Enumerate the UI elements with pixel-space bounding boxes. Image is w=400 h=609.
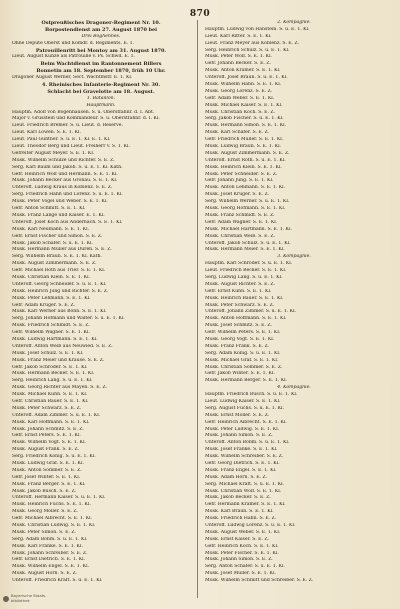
text-line: Lieut. Theodor Berg und Lieut. Freiherr v. S. 1. Kl. bbox=[12, 144, 130, 150]
text-line: Musk. Jakob Busch. S. E. Z. bbox=[12, 488, 77, 494]
text-line: Gefr. Ernst Peters. S. E. 1. Kl. bbox=[12, 433, 81, 439]
text-line: Gefr. Hermann Krämer. S. E. 1. Kl. bbox=[205, 502, 286, 508]
text-line: Musk. Friedrich Hahn. S. E. Z. bbox=[205, 516, 277, 522]
text-line: Musk. Anton Sommer. S. E. Z. bbox=[12, 467, 82, 473]
text-line: Unteroff. Ludwig Kraus in Koblenz. S. E. Z. bbox=[12, 185, 113, 191]
text-line: Musk. Heinrich Bauer. S. E. 1. Kl. bbox=[205, 295, 284, 301]
text-line: Musk. Wilhelm Vogt. S. E. 1. Kl. bbox=[12, 440, 87, 446]
text-line: Musk. Ludwig Hartmann. S. E. 1. Kl. bbox=[12, 336, 98, 342]
text-line: Musk. Wilhelm Engel. S. E. 1. Kl. bbox=[12, 564, 90, 570]
text-line: Musk. Friedrich Schmidt. S. E. Z. bbox=[12, 323, 90, 329]
section-heading: Ostpreußisches Dragoner-Regiment Nr. 10. bbox=[41, 20, 161, 26]
text-line: Musk. August Richter. S. E. Z. bbox=[205, 281, 275, 287]
text-line: Gefr. Adam Wagner. S. E. 1. Kl. bbox=[205, 219, 278, 225]
section-heading: Bonnetin am 18. September 1870, früh 10 Uhr. bbox=[36, 68, 166, 75]
text-line: Serg. Anton Schäfer. S. u. E. 1. Kl. bbox=[205, 564, 285, 570]
text-line: Musk. Franz Meier und Krause. S. E. Z. bbox=[12, 357, 105, 363]
subsection-heading: Drei Boghennes. bbox=[81, 33, 121, 39]
text-line: Musk. Ludwig Braun. S. E. 1. Kl. bbox=[205, 144, 282, 150]
text-line: Major v. Grüsstein und Kommandeur. S. u. Oberstfähnr. d. I. Kl. bbox=[12, 116, 160, 122]
text-line: Serg. Michael Kraft. S. u. E. 1. Kl. bbox=[205, 481, 285, 487]
text-line: Gefr. Ernst Fischer und Simon. S. E. Z. bbox=[12, 233, 103, 239]
text-line: Unteroff. Adam Zimmer. S. u. E. 1. Kl. bbox=[12, 412, 101, 418]
text-line: Musk. Johann Simon. S. E. Z. bbox=[205, 433, 273, 439]
section-heading: 4. Rheinisches Infanterie-Regiment Nr. 30. bbox=[41, 82, 161, 89]
text-line: Musk. August Horn. S. E. Z. bbox=[12, 571, 78, 577]
text-line: Musk. Johann Schreiber. S. E. Z. bbox=[12, 550, 88, 556]
column-divider bbox=[197, 20, 198, 598]
text-line: Musk. Michael Hartmann. S. E. 1. Kl. bbox=[205, 226, 292, 232]
text-line: Musk. Karl Neumann. S. E. 1. Kl. bbox=[12, 226, 90, 232]
text-line: Musk. Anton Krämer. S. E. 1. Kl. bbox=[205, 68, 281, 74]
text-line: Musk. Peter Fischer. S. E. 1. Kl. bbox=[205, 550, 279, 556]
text-line: Musk. Peter Lehmann. S. E. 1. Kl. bbox=[12, 295, 91, 301]
text-line: Musk. August Frank. S. E. Z. bbox=[12, 447, 80, 453]
text-line: Serg. Ludwig Lang. S. u. E. 1. Kl. bbox=[205, 274, 283, 280]
text-line: Lieut. Karl Ritter. S. E. 1. Kl. bbox=[205, 33, 272, 39]
text-line: Unteroff. Johann Zimmer. S. u. E. 1. Kl. bbox=[205, 309, 297, 315]
text-line: Musk. Heinrich Klein. S. E. 1. Kl. bbox=[205, 164, 282, 170]
text-line: Musk. Georg Vogt. S. E. 1. Kl. bbox=[205, 336, 275, 342]
watermark-line-1: Bayerische Staats- bbox=[11, 593, 47, 598]
text-line: Lieut. Friedrich Becker. S. E. 1. Kl. bbox=[205, 268, 287, 274]
text-line: Serg. Wilhelm Werner. S. u. E. 1. Kl. bbox=[205, 199, 290, 205]
text-line: Musk. Hermann Becker. S. E. 1. Kl. bbox=[12, 371, 95, 377]
text-line: Musk. Wilhelm Hahn. S. E. 1. Kl. bbox=[205, 82, 282, 88]
watermark-line-2: bibliothek bbox=[11, 597, 30, 603]
text-line: Serg. Heinrich Lang. S. u. E. 1. Kl. bbox=[12, 378, 93, 384]
text-line: Hauptm. Friedrich Busch. S. u. E. 1. Kl. bbox=[205, 392, 298, 398]
text-line: Gefr. Adam Weber. S. E. 1. Kl. bbox=[205, 95, 275, 101]
text-line: Lieut. Ludwig Kaiser. S. E. 1. Kl. bbox=[205, 398, 281, 404]
text-line: Musk. Wilhelm Schmitt und Schreiber. S. E. Z. bbox=[205, 578, 314, 584]
text-line: Musk. Michael Kühn. S. E. 1. Kl. bbox=[12, 392, 88, 398]
text-line: Musk. Josef Schulz. S. E. 1. Kl. bbox=[12, 350, 84, 356]
text-line: Musk. Ernst Kaiser. S. E. Z. bbox=[205, 536, 269, 542]
text-line: Serg. August Fuchs. S. u. E. 1. Kl. bbox=[205, 405, 284, 411]
text-line: Gefr. Jakob Winter. S. E. 1. Kl. bbox=[205, 371, 275, 377]
text-line: Unteroff. Ernst Roth. S. u. E. 1. Kl. bbox=[205, 157, 286, 163]
text-line: Gefr. Ernst Kühn. S. E. 1. Kl. bbox=[205, 288, 272, 294]
text-line: Musk. Karl Schäfer. S. E. Z. bbox=[205, 130, 270, 136]
text-line: Musk. Christian Ludwig. S. E. 1. Kl. bbox=[12, 523, 96, 529]
text-line: Musk. Franz Schmidt. S. E. Z. bbox=[205, 212, 275, 218]
text-line: Dragoner August Werner, Sect. Wachtmstr. E. 1. Kl. bbox=[12, 75, 133, 81]
text-line: Musk. Peter Schwarz. S. E. Z. bbox=[205, 302, 275, 308]
text-line: Gefreiter August Meyer. S. E. 1. Kl. bbox=[12, 150, 95, 156]
text-line: Gefr. Anton Schmitt. S. E. 1. Kl. bbox=[12, 206, 86, 212]
subsection-heading: 3. Kompagnie. bbox=[277, 254, 311, 260]
text-line: Musk. Anton Hoffmann. S. E. 1. Kl. bbox=[205, 316, 287, 322]
text-line: Gefr. Johann Becker. S. E. Z. bbox=[205, 61, 271, 67]
text-line: Gefr. Josef Winter. S. E. 1. Kl. bbox=[12, 474, 81, 480]
text-line: Unteroff. Jakob Schulz. S. u. E. 1. Kl. bbox=[205, 240, 291, 246]
text-line: Musk. Peter Schneider. S. E. Z. bbox=[205, 171, 278, 177]
section-heading: Schlacht bei Gravelotte am 18. August. bbox=[47, 88, 155, 95]
text-line: Musk. Georg Lorenz. S. E. Z. bbox=[205, 88, 273, 94]
text-line: Hauptm. Ludwig von Hanstein. S. u. E. 1. Kl. bbox=[205, 26, 310, 32]
text-line: Musk. Heinrich Fuchs. S. E. 1. Kl. bbox=[12, 502, 91, 508]
text-line: Unteroff. Anton Böhm. S. u. E. 1. Kl. bbox=[205, 440, 290, 446]
text-line: Gefr. Adam Krüger. S. E. Z. bbox=[12, 302, 76, 308]
text-line: Musk. Georg Richter aus Mayen. S. E. Z. bbox=[12, 385, 108, 391]
text-line: Musk. Ludwig Graf. S. E. 1. Kl. bbox=[12, 461, 84, 466]
text-line: Serg. Friedrich König. S. u. E. 1. Kl. bbox=[12, 454, 96, 460]
text-line: Musk. Michael Kaiser. S. E. 1. Kl. bbox=[205, 102, 283, 108]
text-line: Unteroff. Josef Koch aus Andernach. S. E. 1. Kl. bbox=[12, 219, 123, 225]
text-line: Musk. Franz Berger. S. E. 1. Kl. bbox=[12, 481, 86, 487]
text-line: Musk. Franz Engel. S. E. 1. Kl. bbox=[205, 467, 277, 473]
text-line: Musk. Johann Schmitz. S. E. Z. bbox=[12, 426, 84, 432]
text-line: Lieut. Friedrich Bremer. S. u. Lieut. d. Reserve. bbox=[12, 123, 123, 129]
subsection-heading: 2. Kompagnie. bbox=[277, 20, 311, 25]
text-line: Musk. August Weber. S. E. 1. Kl. bbox=[205, 529, 281, 535]
page-number: 870 bbox=[189, 9, 211, 19]
text-line: Unteroff. Friedrich Kraft. S. u. E. 1. Kl. bbox=[12, 578, 103, 584]
library-logo-icon bbox=[3, 596, 9, 602]
text-line: Gefr. Georg Dietrich. S. E. 1. Kl. bbox=[205, 461, 280, 466]
text-line: Musk. Peter Vogel und Weber. S. E. 1. Kl. bbox=[12, 199, 108, 205]
text-line: Serg. Friedrich Hahn und Lorenz. S. u. E. 1. Kl. bbox=[12, 192, 123, 198]
subsection-heading: 4. Kompagnie. bbox=[277, 385, 311, 391]
text-line: Musk. Christian Sommer. S. E. Z. bbox=[205, 364, 283, 370]
text-line: Lieut. Franz Meyer aus Koblenz. S. E. Z. bbox=[205, 40, 300, 46]
subsection-heading: Hauptmann. bbox=[86, 102, 116, 108]
text-line: Musk. Hermann Müller aus Düren. S. E. Z. bbox=[12, 247, 112, 253]
text-line: Hauptm. Adolf von Bogenhausen. S. u. Oberstfähnr. d. I. Abt. bbox=[12, 109, 155, 115]
section-heading: Beim Wachtdienst im Rantonnement Billers bbox=[40, 61, 162, 68]
text-line: Unteroff. Hermann Kaiser. S. u. E. 1. Kl. bbox=[12, 495, 106, 501]
text-line: Musk. Wilhelm Schulze und Richter. S. E. Z. bbox=[12, 157, 115, 163]
text-line: Musk. Josef Krüger. S. E. Z. bbox=[205, 192, 270, 198]
text-line: Gefr. Jakob Schröder. S. E. 1. Kl. bbox=[12, 364, 88, 370]
text-line: Gefr. Heinrich Albrecht. S. E. 1. Kl. bbox=[205, 419, 287, 425]
text-line: Serg. Wilhelm Braun. S. E. 1. Kl. Kath. bbox=[12, 254, 102, 260]
text-line: Musk. Christian Weiß. S. E. Z. bbox=[205, 233, 275, 239]
text-line: Musk. Jakob Becker. S. E. Z. bbox=[205, 495, 271, 501]
text-line: Gefr. Michael Albrecht. S. E. 1. Kl. bbox=[12, 516, 93, 522]
text-line: Musk. Christian Wolf. S. E. 1. Kl. bbox=[205, 488, 282, 494]
text-line: Musk. Wilhelm Schreiber. S. E. Z. bbox=[205, 454, 284, 460]
text-line: Serg. Karl Baum und Jakob. S. u. E. 1. Kl. Kath. bbox=[12, 164, 123, 170]
text-line: Unteroff. Anton Weiß aus Neuwied. S. E. Z. bbox=[12, 343, 113, 349]
text-line: Musk. Christian Koch. S. E. Z. bbox=[205, 109, 275, 115]
text-line: Musk. Anton Lehmann. S. E. 1. Kl. bbox=[205, 185, 286, 191]
text-line: Gefr. Heinrich Wolf und Hermann. S. E. 1. Kl. bbox=[12, 171, 118, 177]
text-line: Musk. Peter Schwarz. S. E. Z. bbox=[12, 405, 82, 411]
text-line: Musk. Ernst Möller. S. E. Z. bbox=[205, 412, 270, 418]
text-line: Musk. Adam Horn. S. E. Z. bbox=[205, 474, 268, 480]
text-line: Gefr. Heinrich Koch. S. E. 1. Kl. bbox=[205, 543, 279, 549]
text-line: Lieut. Paul Günther. S. u. E. 1. Kl. E. 1. Kl. bbox=[12, 137, 111, 143]
text-line: Lieut. Karl Löwen. S. E. 1. Kl. bbox=[12, 130, 81, 136]
text-line: Musk. August Zimmermann. S. E. Z. bbox=[12, 261, 97, 267]
text-line: Musk. Georg Möller. S. E. Z. bbox=[12, 509, 78, 515]
text-line: Musk. Franz Lange und Kaiser. E. 1. Kl. bbox=[12, 212, 105, 218]
text-line: Musk. Josef Müller. S. E. 1. Kl. bbox=[205, 571, 276, 577]
text-line: Unteroff. Georg Schneider. S. u. E. 1. Kl. bbox=[12, 281, 107, 287]
right-text-column bbox=[205, 20, 383, 585]
text-line: Musk. Heinrich Jung und Richter. S. E. Z. bbox=[12, 288, 109, 294]
text-line: Musk. Karl Braun. S. E. 1. Kl. bbox=[205, 509, 274, 515]
text-line: Gefr. Christian Bauer. S. E. 1. Kl. bbox=[12, 398, 89, 404]
text-line: Unteroff. Josef Braun. S. u. E. 1. Kl. bbox=[205, 75, 288, 81]
text-line: Musk. Georg Hofmann. S. E. 1. Kl. bbox=[205, 206, 286, 212]
text-line: Musk. Peter Wolf. S. E. 1. Kl. bbox=[205, 54, 273, 60]
text-line: Lieut. August Kunze als Patrouille v. Ps. Schwd. E. 1. bbox=[12, 54, 135, 60]
text-line: Musk. Johann Becker aus Gronau. S. E. 1. Kl. bbox=[12, 178, 118, 184]
left-text-column bbox=[12, 20, 190, 585]
text-line: Serg. Jakob Fischer. S. u. E. 1. Kl. bbox=[205, 116, 284, 122]
text-line: Serg. Heinrich Schulz. S. u. E. 1. Kl. bbox=[205, 47, 290, 53]
text-line: Musk. Hermann Simon. S. E. 1. Kl. bbox=[205, 123, 287, 129]
text-line: Unteroff. Ludwig Lorenz. S. u. E. 1. Kl. bbox=[205, 523, 296, 529]
text-line: Musk. Jakob Schäfer. S. u. E. 1. Kl. bbox=[12, 240, 93, 246]
text-line: Serg. Adam König. S. u. E. 1. Kl. bbox=[205, 350, 281, 356]
text-line: Gefr. Michael Roth aus Trier. S. E. 1. Kl. bbox=[12, 268, 106, 274]
section-heading: Patrouillenritt bei Montoy am 31. August 1870. bbox=[35, 47, 167, 54]
text-line: Hauptm. Karl Schröder. S. u. E. 1. Kl. bbox=[205, 261, 293, 267]
text-line: Musk. Hermann Berger. S. E. 1. Kl. bbox=[205, 378, 288, 384]
text-line: Musk. Michael Graf. S. E. 1. Kl. bbox=[205, 357, 279, 363]
text-line: Serg. Johann Hofmann und Walter. S. u. E. 1. Kl. bbox=[12, 316, 125, 322]
text-line: Musk. Franz Frank. S. E. Z. bbox=[205, 343, 270, 349]
subsection-heading: 1. Bataillon. bbox=[86, 95, 116, 101]
text-line: Musk. Josef Franke. S. E. 1. Kl. bbox=[205, 447, 278, 453]
library-watermark bbox=[3, 594, 73, 606]
text-line: Gefr. Ernst Dietrich. S. E. 1. Kl. bbox=[12, 557, 86, 563]
text-line: Musk. Karl Werner aus Bonn. S. E. 1. Kl. bbox=[12, 309, 107, 315]
text-line: Musk. Peter Simon. S. E. Z. bbox=[12, 529, 76, 535]
text-line: Gefr. Wilhelm Peters. S. E. 1. Kl. bbox=[205, 330, 281, 336]
text-line: Musk. Christian Klein. S. E. 1. Kl. bbox=[12, 274, 91, 280]
text-line: Musk. Karl Hoffmann. S. E. 1. Kl. bbox=[12, 419, 90, 425]
section-heading: Borpostendienst am 27. August 1870 bei bbox=[45, 26, 157, 33]
text-line: Musk. Johann Simon. S. E. Z. bbox=[205, 557, 273, 563]
text-line: Ohne Deputé Oberst und Komdr. d. Regiments. E. 1. bbox=[12, 40, 135, 46]
text-line: Musk. Hermann Meier. S. E. 1. Kl. bbox=[205, 247, 285, 253]
text-line: Musk. Josef Schmitz. S. E. Z. bbox=[205, 323, 273, 329]
text-line: Serg. Adam Böhm. S. u. E. 1. Kl. bbox=[12, 536, 88, 542]
text-line: Musk. August Zimmermann. S. E. Z. bbox=[205, 150, 290, 156]
text-line: Gefr. Wilhelm Wagner. S. E. 1. Kl. bbox=[12, 330, 90, 336]
text-line: Musk. Karl Franke. S. E. 1. Kl. bbox=[12, 543, 83, 549]
text-line: Musk. Peter Ludwig. S. E. 1. Kl. bbox=[205, 426, 280, 432]
text-line: Gefr. Friedrich Müller. S. E. 1. Kl. bbox=[205, 137, 284, 143]
text-line: Gefr. Johann Jung. S. E. 1. Kl. bbox=[205, 178, 274, 184]
